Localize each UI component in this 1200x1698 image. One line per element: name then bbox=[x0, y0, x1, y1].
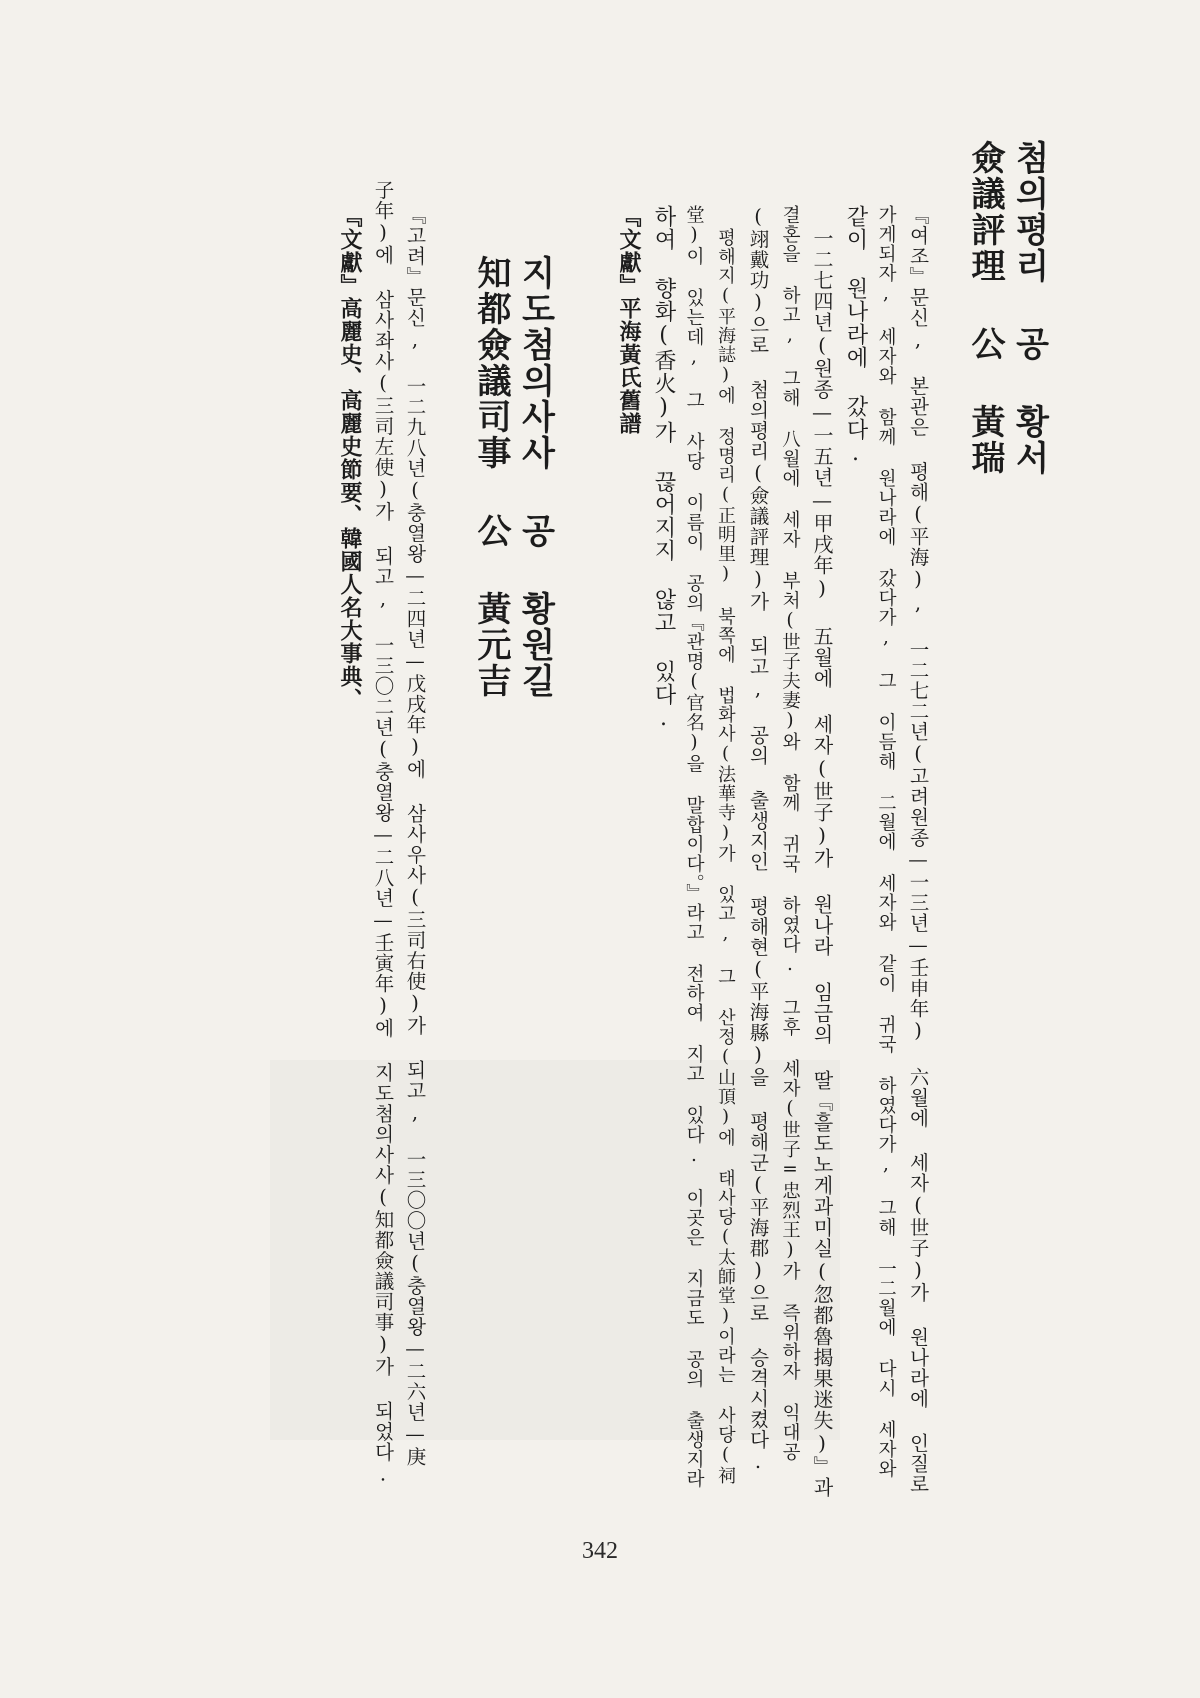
page-number: 342 bbox=[582, 1538, 618, 1564]
section-1-line-2: 가게되자, 세자와 함께 원나라에 갔다가, 그 이듬해 二월에 세자와 같이 귀국 하였다가, 그해 一二월에 다시 세자와 bbox=[875, 205, 897, 1479]
section-1-line-9: 하여 향화(香火)가 끊어지지 않고 있다. bbox=[651, 205, 676, 732]
section-2-line-2: 子年)에 삼사좌사(三司左使)가 되고, 一三〇二년(충열왕—二八년—壬寅年)에 지도첨의사사(知都僉議司事)가 되었다. bbox=[371, 180, 395, 1487]
section-1-title-reading: 첨의평리 공 황서 bbox=[1009, 140, 1049, 476]
section-2-line-1: 『고려』문신, 一二九八년(충열왕—二四년—戊戌年)에 삼사우사(三司右使)가 되고, 一三〇〇년(충열왕—二六년—庚 bbox=[403, 205, 427, 1467]
section-1-line-7: 평해지(平海誌)에 정명리(正明里) 북쪽에 법화사(法華寺)가 있고, 그 산정(山頂)에 태사당(太師堂)이라는 사당(祠 bbox=[715, 228, 736, 1485]
section-1-line-5: 결혼을 하고, 그해 八월에 세자 부처(世子夫妻)와 함께 귀국 하였다. 그후 세자(世子=忠烈王)가 즉위하자 익대공 bbox=[779, 205, 801, 1462]
section-1-line-4: 一二七四년(원종—一五년—甲戌年) 五월에 세자(世子)가 원나라 임금의 딸『흘도노게과미실(忽都魯揭果迷失)』과 bbox=[810, 228, 834, 1498]
section-1-source: 『文獻』平海黃氏舊譜 bbox=[616, 205, 642, 435]
section-2-source: 『文獻』高麗史、高麗史節要、韓國人名大事典、 bbox=[337, 205, 363, 711]
section-1-line-3: 같이 원나라에 갔다. bbox=[843, 205, 868, 467]
section-1-line-1: 『여조』문신, 본관은 평해(平海), 一二七二년(고려원종—一三년—壬申年) 六월에 세자(世子)가 원나라에 인질로 bbox=[906, 205, 930, 1495]
section-2-title-hanja: 知都僉議司事 公 黃元吉 bbox=[471, 255, 511, 699]
section-1-line-6: (翊戴功)으로 첨의평리(僉議評理)가 되고, 공의 출생지인 평해현(平海縣)을 평해군(平海郡)으로 승격시켰다. bbox=[746, 205, 770, 1474]
section-2-title-reading: 지도첨의사사 공 황원길 bbox=[515, 255, 555, 699]
section-1-line-8: 堂)이 있는데, 그 사당 이름이 공의『관명(官名)을 말합이다。』라고 전하여 지고 있다. 이곳은 지금도 공의 출생지라 bbox=[683, 205, 705, 1489]
section-1-title-hanja: 僉議評理 公 黃瑞 bbox=[965, 140, 1005, 476]
